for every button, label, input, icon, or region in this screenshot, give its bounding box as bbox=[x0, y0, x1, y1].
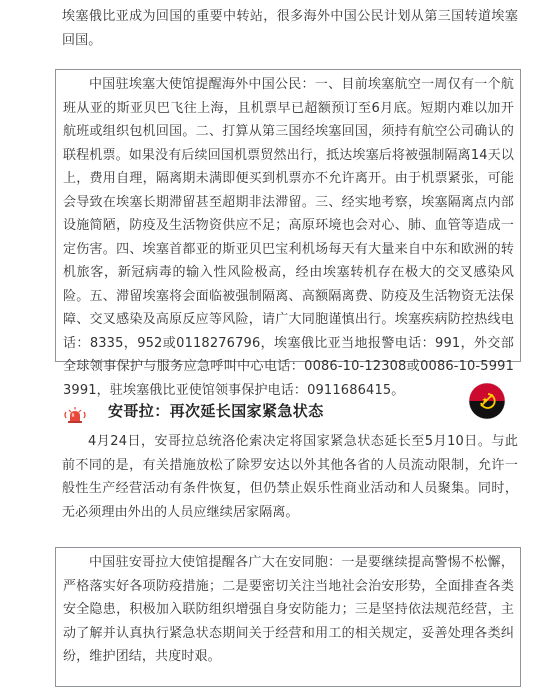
ethiopia-embassy-notice-box bbox=[55, 69, 521, 398]
angola-flag-icon bbox=[468, 382, 506, 420]
angola-embassy-notice-text: 中国驻安哥拉大使馆提醒各广大在安同胞：一是要继续提高警惕不松懈，严格落实好各项防疫措施；二是要密切关注当地社会治安形势，全面排查各类安全隐患，积极加入联防组织增强自身安防能力；三是坚持依法规范经营，主动了解并认真执行紧急状态期间关于经营和用工的相关规定，妥善处理各类纠纷，维护团结，共度时艰。 bbox=[63, 555, 514, 664]
ethiopia-embassy-notice-text: 中国驻埃塞大使馆提醒海外中国公民：一、目前埃塞航空一周仅有一个航班从亚的斯亚贝巴飞往上海，且机票早已超额预订至6月底。短期内难以加开航班或组织包机回国。二、打算从第三国经埃塞回国，须持有航空公司确认的联程机票。如果没有后续回国机票贸然出行，抵达埃塞后将被强制隔离14天以上，费用自理，隔离期未满即便买到机票亦不允许离开。由于机票紧张，可能会导致在埃塞长期滞留甚至超期非法滞留。三、经实地考察，埃塞隔离点内部设施简陋，防疫及生活物资供应不足；高原环境也会对心、肺、血管等造成一定伤害。四、埃塞首都亚的斯亚贝巴宝利机场每天有大量来自中东和欧洲的转机旅客，新冠病毒的输入性风险极高，经由埃塞转机存在极大的交叉感染风险。五、滞留埃塞将会面临被强制隔离、高额隔离费、防疫及生活物资无法保障、交叉感染及高原反应等风险，请广大同胞谨慎出行。埃塞疾病防控热线电话：8335，952或0118276796，埃塞俄比亚当地报警电话：991，外交部全球领事保护与服务应急呼叫中心电话：0086-10-12308或0086-10-59913991，驻埃塞俄比亚使馆领事保护电话：0911686415。 bbox=[63, 77, 514, 398]
angola-intro-paragraph: 4月24日，安哥拉总统洛伦索决定将国家紧急状态延长至5月10日。与此前不同的是，有关措施放松了除罗安达以外其他各省的人员流动限制，允许一般性生产经营活动有条件恢复，但仍禁止娱乐性商业活动和人员聚集。同时，无必须理由外出的人员应继续居家隔离。 bbox=[62, 434, 518, 520]
angola-embassy-notice-box bbox=[55, 547, 521, 687]
alarm-siren-icon bbox=[64, 407, 86, 423]
angola-section-title: 安哥拉：再次延长国家紧急状态 bbox=[108, 402, 324, 420]
intro-paragraph: 埃塞俄比亚成为回国的重要中转站，很多海外中国公民计划从第三国转道埃塞回国。 bbox=[62, 9, 518, 48]
